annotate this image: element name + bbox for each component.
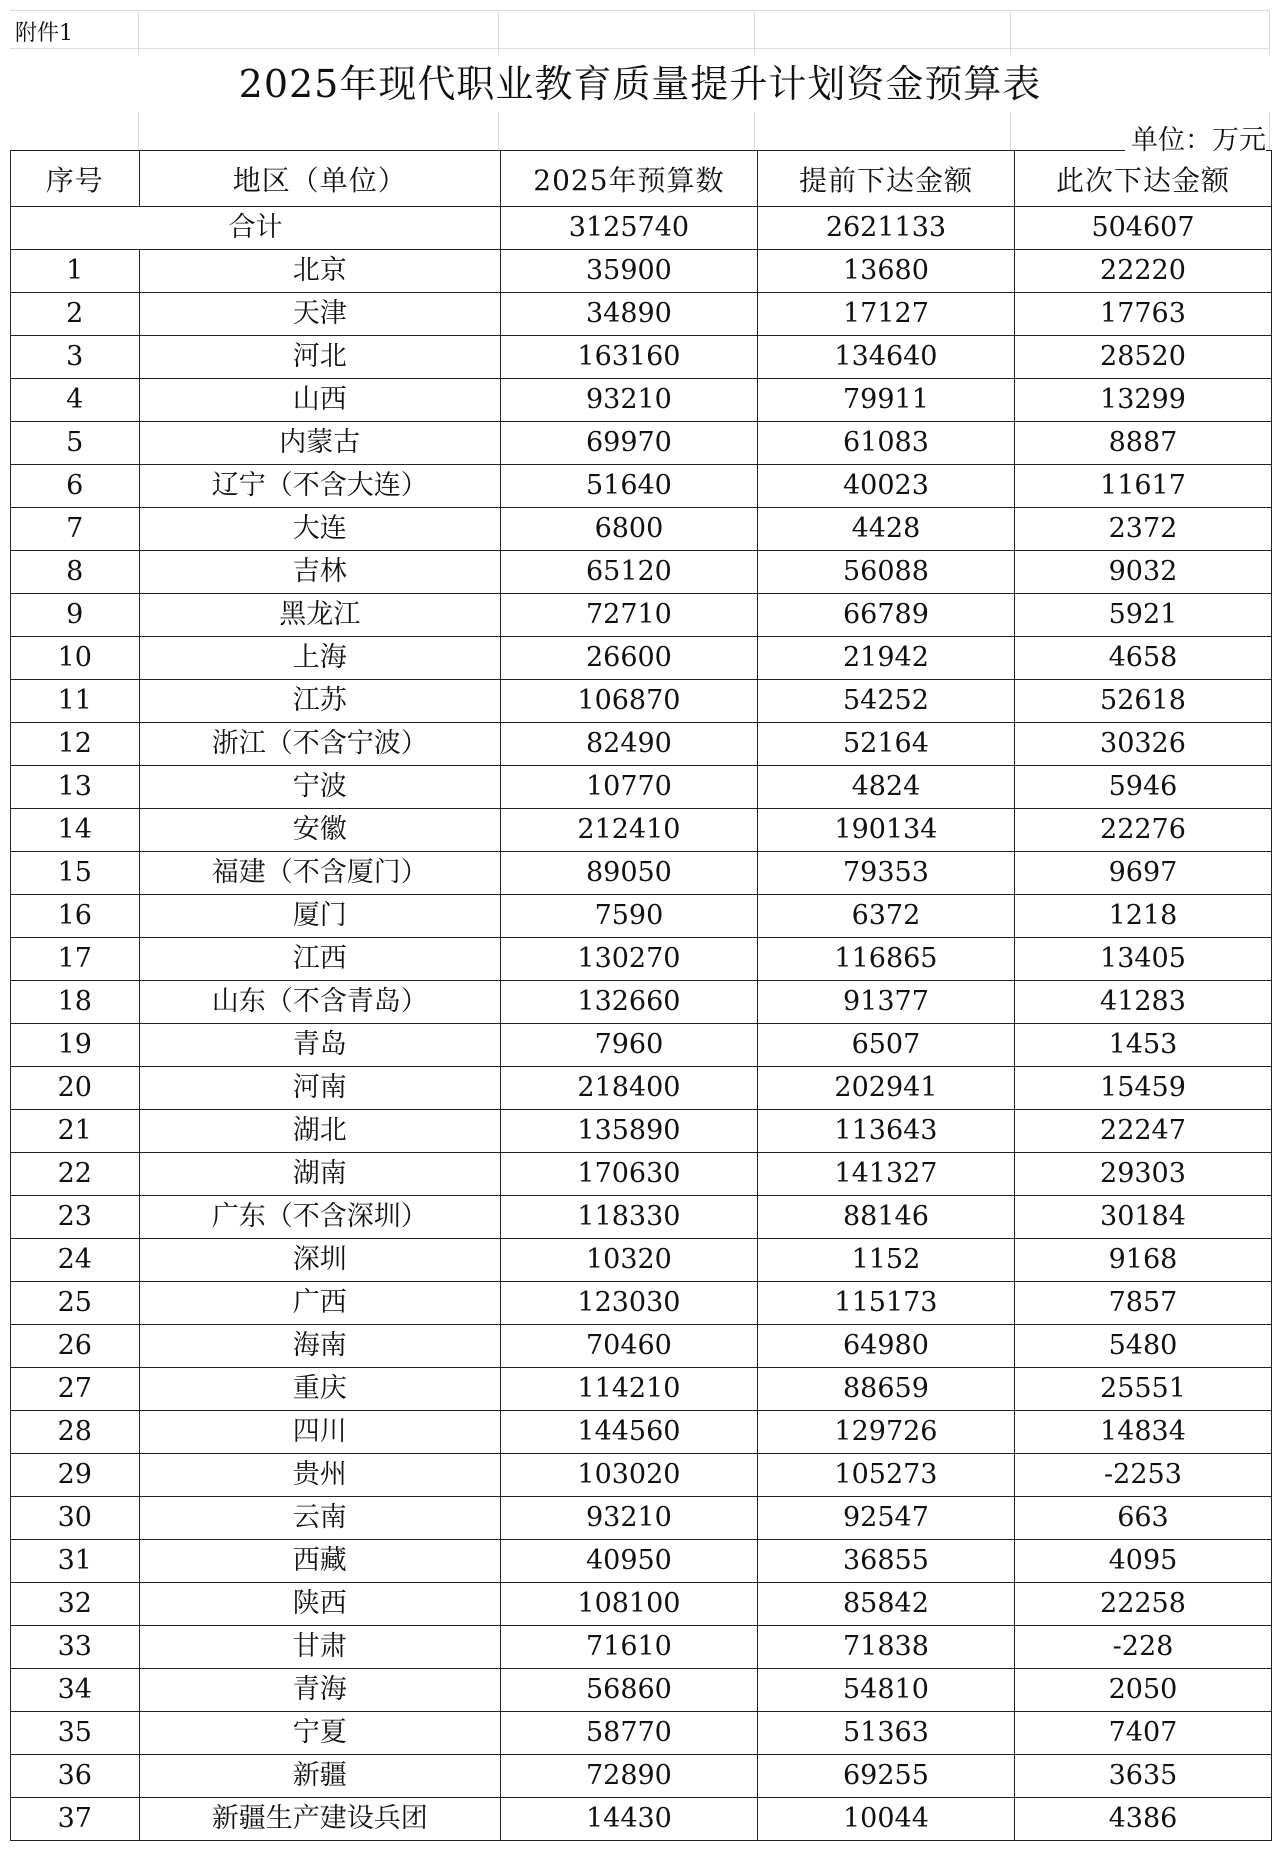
row-current: 22276 [1014, 809, 1271, 852]
row-region: 四川 [139, 1411, 500, 1454]
table-row [11, 594, 1272, 637]
row-no: 15 [11, 852, 140, 895]
row-region: 浙江（不含宁波） [139, 723, 500, 766]
row-budget: 93210 [500, 1497, 757, 1540]
row-region: 安徽 [139, 809, 500, 852]
row-region: 天津 [139, 293, 500, 336]
row-region: 青岛 [139, 1024, 500, 1067]
row-no: 30 [11, 1497, 140, 1540]
row-no: 8 [11, 551, 140, 594]
row-current: 5480 [1014, 1325, 1271, 1368]
row-no: 36 [11, 1755, 140, 1798]
row-no: 18 [11, 981, 140, 1024]
row-advance: 52164 [757, 723, 1014, 766]
row-advance: 10044 [757, 1798, 1014, 1841]
row-advance: 40023 [757, 465, 1014, 508]
row-no: 4 [11, 379, 140, 422]
row-current: 22247 [1014, 1110, 1271, 1153]
row-advance: 105273 [757, 1454, 1014, 1497]
row-no: 27 [11, 1368, 140, 1411]
row-no: 7 [11, 508, 140, 551]
row-advance: 71838 [757, 1626, 1014, 1669]
row-region: 青海 [139, 1669, 500, 1712]
row-advance: 88659 [757, 1368, 1014, 1411]
row-advance: 17127 [757, 293, 1014, 336]
row-advance: 202941 [757, 1067, 1014, 1110]
table-row [11, 1454, 1272, 1497]
row-advance: 190134 [757, 809, 1014, 852]
row-advance: 4428 [757, 508, 1014, 551]
row-no: 6 [11, 465, 140, 508]
table-row [11, 422, 1272, 465]
row-current: 3635 [1014, 1755, 1271, 1798]
table-row [11, 379, 1272, 422]
row-advance: 116865 [757, 938, 1014, 981]
row-no: 5 [11, 422, 140, 465]
row-current: 14834 [1014, 1411, 1271, 1454]
row-budget: 65120 [500, 551, 757, 594]
table-row [11, 1325, 1272, 1368]
row-no: 33 [11, 1626, 140, 1669]
table-row [11, 1755, 1272, 1798]
row-current: -228 [1014, 1626, 1271, 1669]
total-current: 504607 [1014, 207, 1271, 250]
row-no: 26 [11, 1325, 140, 1368]
row-budget: 10320 [500, 1239, 757, 1282]
row-no: 22 [11, 1153, 140, 1196]
row-advance: 69255 [757, 1755, 1014, 1798]
row-advance: 36855 [757, 1540, 1014, 1583]
table-row [11, 1583, 1272, 1626]
row-advance: 85842 [757, 1583, 1014, 1626]
table-row [11, 1669, 1272, 1712]
row-region: 西藏 [139, 1540, 500, 1583]
row-advance: 21942 [757, 637, 1014, 680]
row-budget: 103020 [500, 1454, 757, 1497]
row-region: 新疆生产建设兵团 [139, 1798, 500, 1841]
row-budget: 82490 [500, 723, 757, 766]
row-budget: 14430 [500, 1798, 757, 1841]
row-region: 湖南 [139, 1153, 500, 1196]
row-advance: 91377 [757, 981, 1014, 1024]
row-current: 17763 [1014, 293, 1271, 336]
row-no: 17 [11, 938, 140, 981]
page-title: 2025年现代职业教育质量提升计划资金预算表 [10, 56, 1270, 112]
row-region: 广东（不含深圳） [139, 1196, 500, 1239]
row-no: 23 [11, 1196, 140, 1239]
table-row [11, 680, 1272, 723]
row-region: 北京 [139, 250, 500, 293]
header-no: 序号 [11, 151, 140, 207]
row-current: 30184 [1014, 1196, 1271, 1239]
row-budget: 123030 [500, 1282, 757, 1325]
table-row [11, 895, 1272, 938]
row-current: 30326 [1014, 723, 1271, 766]
row-no: 35 [11, 1712, 140, 1755]
row-region: 上海 [139, 637, 500, 680]
row-region: 河北 [139, 336, 500, 379]
row-advance: 6372 [757, 895, 1014, 938]
row-region: 广西 [139, 1282, 500, 1325]
row-region: 新疆 [139, 1755, 500, 1798]
table-row [11, 809, 1272, 852]
row-budget: 10770 [500, 766, 757, 809]
row-current: 29303 [1014, 1153, 1271, 1196]
row-no: 25 [11, 1282, 140, 1325]
row-region: 内蒙古 [139, 422, 500, 465]
table-row [11, 1196, 1272, 1239]
table-row [11, 1411, 1272, 1454]
row-current: 9168 [1014, 1239, 1271, 1282]
table-row [11, 1239, 1272, 1282]
table-row [11, 1712, 1272, 1755]
budget-table [10, 150, 1272, 1841]
row-budget: 40950 [500, 1540, 757, 1583]
row-current: 2050 [1014, 1669, 1271, 1712]
row-region: 陕西 [139, 1583, 500, 1626]
row-advance: 64980 [757, 1325, 1014, 1368]
row-budget: 26600 [500, 637, 757, 680]
row-budget: 56860 [500, 1669, 757, 1712]
table-row [11, 852, 1272, 895]
table-row [11, 250, 1272, 293]
row-no: 11 [11, 680, 140, 723]
row-region: 福建（不含厦门） [139, 852, 500, 895]
row-region: 山东（不含青岛） [139, 981, 500, 1024]
row-region: 江苏 [139, 680, 500, 723]
total-advance: 2621133 [757, 207, 1014, 250]
row-budget: 69970 [500, 422, 757, 465]
row-current: 52618 [1014, 680, 1271, 723]
table-row [11, 1153, 1272, 1196]
row-current: 22220 [1014, 250, 1271, 293]
row-region: 河南 [139, 1067, 500, 1110]
row-current: 2372 [1014, 508, 1271, 551]
table-row [11, 551, 1272, 594]
row-region: 辽宁（不含大连） [139, 465, 500, 508]
row-region: 大连 [139, 508, 500, 551]
row-region: 江西 [139, 938, 500, 981]
row-advance: 13680 [757, 250, 1014, 293]
table-row [11, 1368, 1272, 1411]
row-budget: 135890 [500, 1110, 757, 1153]
row-budget: 144560 [500, 1411, 757, 1454]
row-current: 1453 [1014, 1024, 1271, 1067]
row-advance: 1152 [757, 1239, 1014, 1282]
table-row [11, 293, 1272, 336]
row-current: 9697 [1014, 852, 1271, 895]
header-current: 此次下达金额 [1014, 151, 1271, 207]
table-row [11, 1798, 1272, 1841]
header-row [11, 151, 1272, 207]
row-current: 4095 [1014, 1540, 1271, 1583]
row-advance: 88146 [757, 1196, 1014, 1239]
row-budget: 89050 [500, 852, 757, 895]
table-row [11, 465, 1272, 508]
total-label: 合计 [11, 207, 501, 250]
row-advance: 66789 [757, 594, 1014, 637]
row-current: -2253 [1014, 1454, 1271, 1497]
row-budget: 130270 [500, 938, 757, 981]
row-budget: 108100 [500, 1583, 757, 1626]
row-budget: 34890 [500, 293, 757, 336]
row-advance: 115173 [757, 1282, 1014, 1325]
row-current: 4386 [1014, 1798, 1271, 1841]
table-row [11, 1626, 1272, 1669]
row-budget: 118330 [500, 1196, 757, 1239]
row-region: 厦门 [139, 895, 500, 938]
row-current: 1218 [1014, 895, 1271, 938]
row-no: 20 [11, 1067, 140, 1110]
row-budget: 212410 [500, 809, 757, 852]
row-current: 5946 [1014, 766, 1271, 809]
row-region: 甘肃 [139, 1626, 500, 1669]
row-current: 7857 [1014, 1282, 1271, 1325]
row-current: 22258 [1014, 1583, 1271, 1626]
table-row [11, 981, 1272, 1024]
total-row [11, 207, 1272, 250]
header-budget: 2025年预算数 [500, 151, 757, 207]
table-row [11, 1024, 1272, 1067]
row-budget: 106870 [500, 680, 757, 723]
header-advance: 提前下达金额 [757, 151, 1014, 207]
row-budget: 70460 [500, 1325, 757, 1368]
row-no: 9 [11, 594, 140, 637]
table-row [11, 1110, 1272, 1153]
row-region: 云南 [139, 1497, 500, 1540]
total-budget: 3125740 [500, 207, 757, 250]
row-region: 深圳 [139, 1239, 500, 1282]
table-row [11, 723, 1272, 766]
table-row [11, 637, 1272, 680]
row-advance: 6507 [757, 1024, 1014, 1067]
row-advance: 56088 [757, 551, 1014, 594]
row-region: 宁波 [139, 766, 500, 809]
table-row [11, 336, 1272, 379]
row-region: 宁夏 [139, 1712, 500, 1755]
row-region: 海南 [139, 1325, 500, 1368]
row-no: 2 [11, 293, 140, 336]
row-advance: 79911 [757, 379, 1014, 422]
row-no: 31 [11, 1540, 140, 1583]
row-no: 10 [11, 637, 140, 680]
row-budget: 93210 [500, 379, 757, 422]
row-budget: 6800 [500, 508, 757, 551]
attachment-label: 附件1 [15, 21, 73, 46]
row-no: 1 [11, 250, 140, 293]
row-no: 24 [11, 1239, 140, 1282]
row-no: 32 [11, 1583, 140, 1626]
row-advance: 61083 [757, 422, 1014, 465]
row-budget: 114210 [500, 1368, 757, 1411]
row-budget: 132660 [500, 981, 757, 1024]
row-advance: 51363 [757, 1712, 1014, 1755]
row-budget: 71610 [500, 1626, 757, 1669]
row-no: 13 [11, 766, 140, 809]
row-no: 12 [11, 723, 140, 766]
row-budget: 218400 [500, 1067, 757, 1110]
unit-label: 单位：万元 [1125, 118, 1266, 157]
row-current: 28520 [1014, 336, 1271, 379]
row-advance: 134640 [757, 336, 1014, 379]
table-row [11, 766, 1272, 809]
row-no: 34 [11, 1669, 140, 1712]
row-region: 湖北 [139, 1110, 500, 1153]
row-no: 21 [11, 1110, 140, 1153]
row-region: 重庆 [139, 1368, 500, 1411]
row-budget: 51640 [500, 465, 757, 508]
row-advance: 54810 [757, 1669, 1014, 1712]
row-advance: 141327 [757, 1153, 1014, 1196]
row-advance: 79353 [757, 852, 1014, 895]
row-no: 37 [11, 1798, 140, 1841]
row-no: 14 [11, 809, 140, 852]
row-current: 7407 [1014, 1712, 1271, 1755]
row-budget: 35900 [500, 250, 757, 293]
row-current: 11617 [1014, 465, 1271, 508]
table-row [11, 1067, 1272, 1110]
row-advance: 4824 [757, 766, 1014, 809]
row-advance: 113643 [757, 1110, 1014, 1153]
row-region: 吉林 [139, 551, 500, 594]
row-region: 黑龙江 [139, 594, 500, 637]
row-no: 3 [11, 336, 140, 379]
row-no: 16 [11, 895, 140, 938]
row-budget: 7590 [500, 895, 757, 938]
row-current: 663 [1014, 1497, 1271, 1540]
row-current: 15459 [1014, 1067, 1271, 1110]
row-budget: 72890 [500, 1755, 757, 1798]
row-advance: 92547 [757, 1497, 1014, 1540]
row-current: 25551 [1014, 1368, 1271, 1411]
row-current: 41283 [1014, 981, 1271, 1024]
row-region: 山西 [139, 379, 500, 422]
row-no: 29 [11, 1454, 140, 1497]
table-row [11, 938, 1272, 981]
row-budget: 170630 [500, 1153, 757, 1196]
row-no: 28 [11, 1411, 140, 1454]
row-current: 5921 [1014, 594, 1271, 637]
row-current: 8887 [1014, 422, 1271, 465]
row-no: 19 [11, 1024, 140, 1067]
row-advance: 54252 [757, 680, 1014, 723]
row-current: 13299 [1014, 379, 1271, 422]
header-region: 地区（单位） [139, 151, 500, 207]
table-row [11, 1497, 1272, 1540]
row-current: 13405 [1014, 938, 1271, 981]
row-budget: 72710 [500, 594, 757, 637]
table-row [11, 1540, 1272, 1583]
row-budget: 7960 [500, 1024, 757, 1067]
table-row [11, 508, 1272, 551]
table-row [11, 1282, 1272, 1325]
row-region: 贵州 [139, 1454, 500, 1497]
row-current: 9032 [1014, 551, 1271, 594]
row-advance: 129726 [757, 1411, 1014, 1454]
row-budget: 163160 [500, 336, 757, 379]
row-current: 4658 [1014, 637, 1271, 680]
row-budget: 58770 [500, 1712, 757, 1755]
